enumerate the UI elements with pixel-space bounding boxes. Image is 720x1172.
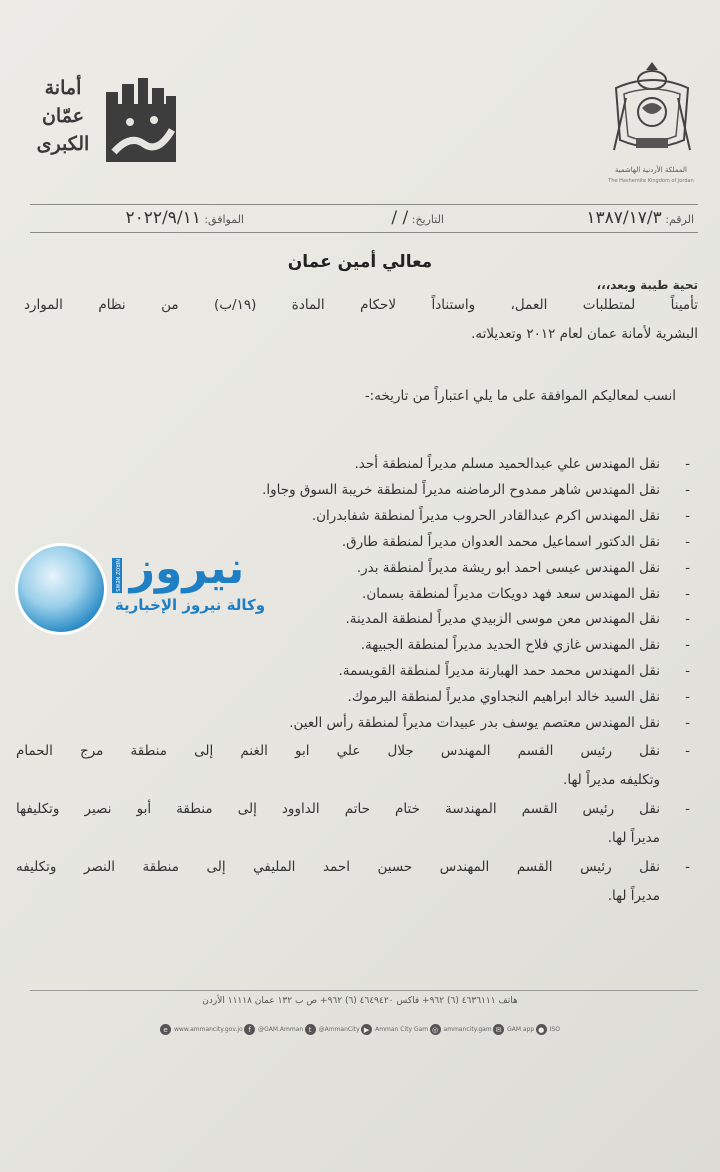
- app-icon: ●: [536, 1024, 547, 1035]
- reference-number: الرقم: ١٣٨٧/١٧/٣: [586, 208, 694, 228]
- list-item: - نقل المهندس محمد حمد الهبارنة مديراً لمنطقة القويسمة.: [338, 663, 690, 680]
- watermark-subtitle: وكالة نيروز الإخبارية: [114, 596, 266, 614]
- reference-agreed: الموافق: ٢٠٢٢/٩/١١: [125, 208, 244, 228]
- gam-logo-emblem: [100, 74, 182, 166]
- jordan-crest-icon: [606, 58, 698, 158]
- footer-social-links: [160, 1024, 560, 1035]
- social-facebook: f @GAM.Amman: [244, 1024, 303, 1035]
- reference-divider-bottom: [30, 232, 698, 233]
- crest-caption: المملكة الأردنية الهاشمية: [614, 166, 688, 174]
- list-item: - نقل المهندس غازي فلاح الحديد مديراً لمنطقة الجبيهة.: [360, 637, 690, 654]
- list-item: - نقل المهندس سعد فهد دويكات مديراً لمنطقة بسمان.: [362, 585, 690, 602]
- facebook-icon: f: [244, 1024, 255, 1035]
- social-twitter: t @AmmanCity: [305, 1024, 360, 1035]
- list-item: - نقل المهندس علي عبدالحميد مسلم مديراً لمنطقة أحد.: [354, 456, 690, 472]
- addressee: معالي أمين عمان: [287, 252, 433, 272]
- list-item: - نقل المهندس اكرم عبدالقادر الحروب مديراً لمنطقة شفابدران.: [311, 507, 690, 524]
- list-item: - نقل المهندس معن موسى الزبيدي مديراً لمنطقة المدينة.: [345, 611, 690, 628]
- list-item: - نقل المهندس شاهر ممدوح الرماضنه مديراً لمنطقة خريبة السوق وجاوا.: [262, 481, 690, 498]
- web-icon: e: [160, 1024, 171, 1035]
- crest-caption-en: The Hashemite Kingdom of Jordan: [608, 178, 694, 184]
- gam-logo-text: أمانة عمّان الكبرى: [36, 77, 90, 155]
- social-instagram: ◎ ammancity.gam: [430, 1024, 492, 1035]
- intro-line-2: البشرية لأمانة عمان لعام ٢٠١٢ وتعديلاته.: [471, 326, 698, 342]
- reference-divider-top: [30, 204, 698, 205]
- list-item-wrapped: - نقل رئيس القسم المهندسة ختام حاتم الداوود إلى منطقة أبو نصير وتكليفها مديراً لها.: [16, 800, 690, 846]
- twitter-icon: t: [305, 1024, 316, 1035]
- reference-agreed-value: ٢٠٢٢/٩/١١: [125, 208, 201, 228]
- news-watermark: [14, 540, 264, 636]
- list-item: - نقل الدكتور اسماعيل محمد العدوان مديراً لمنطقة طارق.: [341, 533, 690, 550]
- list-item-wrapped: - نقل رئيس القسم المهندس جلال علي ابو الغنم إلى منطقة مرج الحمام وتكليفه مديراً لها.: [16, 742, 690, 788]
- youtube-icon: ▶: [361, 1024, 372, 1035]
- watermark-brand: نيروز: [129, 543, 245, 594]
- reference-number-value: ١٣٨٧/١٧/٣: [586, 208, 662, 228]
- globe-icon: [18, 546, 104, 632]
- list-item: - نقل السيد خالد ابراهيم النجداوي مديراً لمنطقة اليرموك.: [347, 689, 690, 706]
- footer-divider: [30, 990, 698, 991]
- social-chat: ✉ GAM app: [493, 1024, 534, 1035]
- social-app: ● ISO: [536, 1024, 560, 1035]
- list-item: - نقل المهندس عيسى احمد ابو ريشة مديراً لمنطقة بدر.: [356, 559, 690, 576]
- request-line: انسب لمعاليكم الموافقة على ما يلي اعتباراً من تاريخه:-: [364, 388, 676, 404]
- greeting: تحية طيبة وبعد،،،: [596, 278, 698, 292]
- social-youtube: ▶ Amman City Gam: [361, 1024, 428, 1035]
- instagram-icon: ◎: [430, 1024, 441, 1035]
- reference-date: التاريخ: / /: [391, 208, 444, 228]
- chat-icon: ✉: [493, 1024, 504, 1035]
- transfer-list: [16, 452, 690, 911]
- intro-line-1: تأميناً لمتطلبات العمل، واستناداً لاحكام المادة (١٩/ب) من نظام الموارد: [24, 297, 698, 313]
- watermark-tag: NIROZ NEWS: [114, 559, 120, 592]
- footer-contact: هاتف ٤٦٣٦١١١ (٦) ٩٦٢+ فاكس ٤٦٤٩٤٢٠ (٦) ٩٦٢+ ص ب ١٣٢ عمان ١١١١٨ الأردن: [202, 996, 518, 1006]
- social-web: e www.ammancity.gov.jo: [160, 1024, 243, 1035]
- list-item: - نقل المهندس معتصم يوسف بدر عبيدات مديراً لمنطقة رأس العين.: [289, 715, 690, 732]
- list-item-wrapped: - نقل رئيس القسم المهندس حسين احمد المليفي إلى منطقة النصر وتكليفه مديراً لها.: [16, 858, 690, 904]
